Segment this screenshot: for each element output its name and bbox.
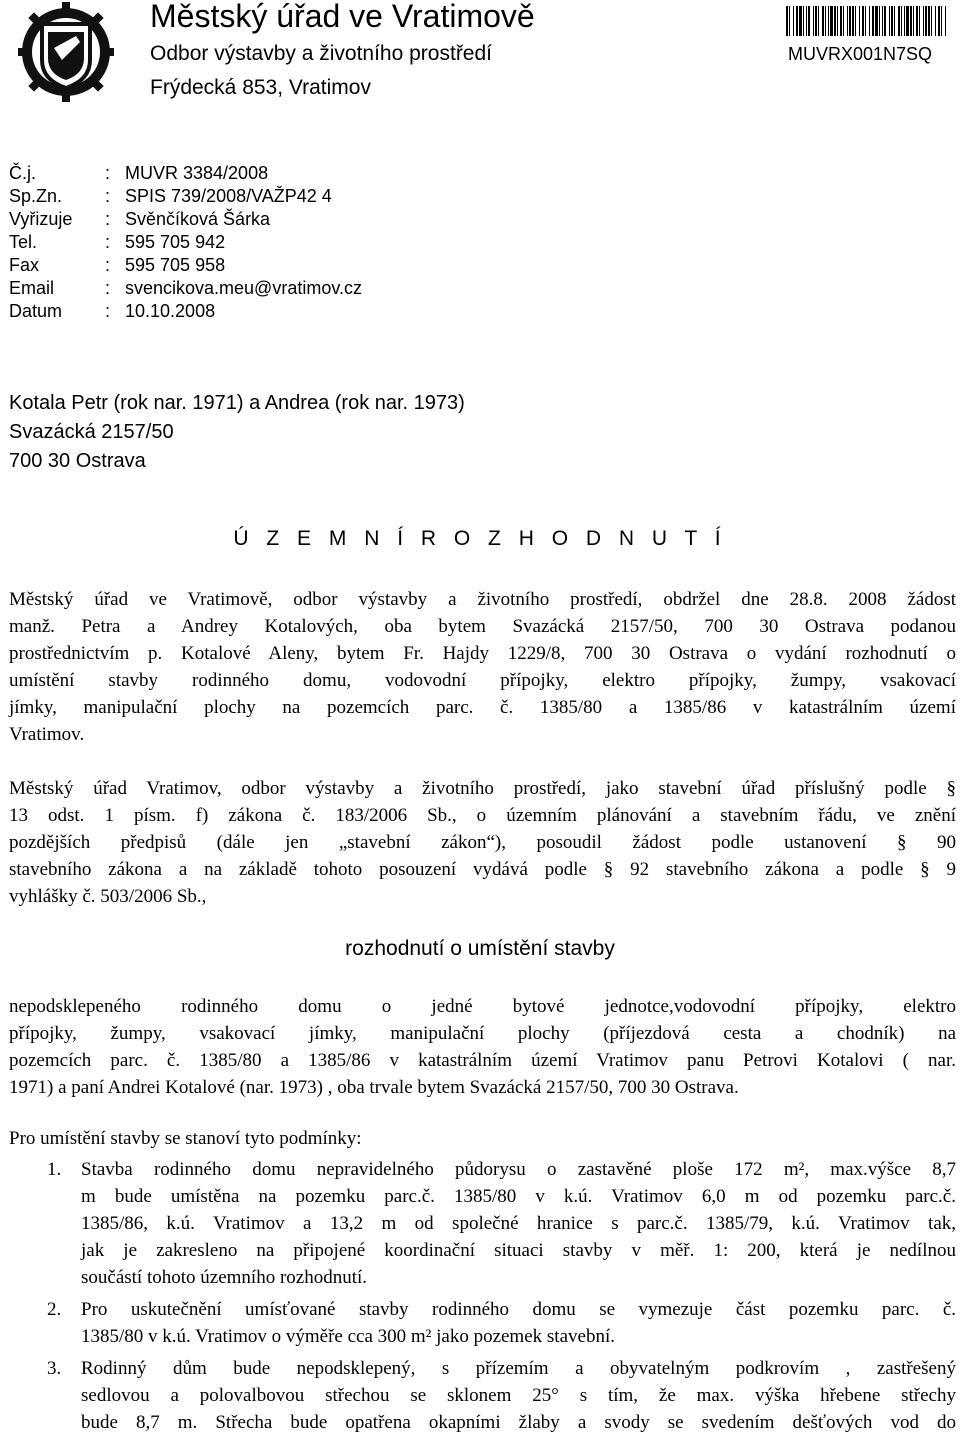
conditions-heading: Pro umístění stavby se stanoví tyto podmínky: (9, 1128, 362, 1149)
list-item (9, 1156, 956, 1291)
barcode-bar (869, 6, 870, 36)
barcode-bar (894, 6, 895, 36)
ref-separator: : (105, 209, 111, 229)
barcode-bar (793, 6, 794, 36)
paragraph-line: umístění stavby rodinného domu, vodovodní přípojky, elektro přípojky, žumpy, vsakovací (9, 670, 956, 691)
ref-value: 10.10.2008 (125, 301, 216, 321)
ref-separator: : (105, 163, 111, 183)
barcode-bar (828, 6, 829, 36)
ref-label: Č.j. (9, 163, 36, 183)
ref-row-vyrizuje (9, 208, 362, 231)
paragraph-line: 1971) a paní Andrei Kotalové (nar. 1973) , oba trvale bytem Svazácká 2157/50, 700 30 Ostrava. (9, 1077, 739, 1098)
paragraph-line: jak je zakresleno na připojené koordinační situaci stavby v měř. 1: 200, která je nedílnou (81, 1240, 956, 1261)
barcode-bar (852, 6, 854, 36)
ref-separator: : (105, 301, 111, 321)
ref-row-spzn (9, 185, 362, 208)
barcode-bar (843, 6, 844, 36)
barcode-bar (786, 6, 788, 36)
ref-separator: : (105, 278, 111, 298)
list-item-number: 3. (47, 1358, 62, 1379)
paragraph-line: Stavba rodinného domu nepravidelného půdorysu o zastavěné ploše 172 m², max.výšce 8,7 (81, 1159, 956, 1180)
barcode-bar (815, 6, 817, 36)
addressee-block (9, 389, 465, 476)
authority-paragraph (9, 775, 956, 910)
list-item-number: 1. (47, 1159, 62, 1180)
barcode-bar (806, 6, 807, 36)
ref-row-email (9, 277, 362, 300)
paragraph-line: prostřednictvím p. Kotalové Aleny, bytem Fr. Hajdy 1229/8, 700 30 Ostrava o vydání rozhodnutí o (9, 643, 956, 664)
document-id: MUVRX001N7SQ (788, 44, 933, 64)
barcode-bar (813, 6, 814, 36)
ref-value: MUVR 3384/2008 (125, 163, 269, 183)
paragraph-line: součástí tohoto územního rozhodnutí. (81, 1267, 368, 1288)
barcode-bar (855, 6, 856, 36)
barcode-icon (786, 6, 946, 36)
barcode-bar (884, 6, 886, 36)
office-address: Frýdecká 853, Vratimov (150, 76, 371, 99)
list-item (9, 1355, 956, 1436)
barcode-bar (799, 6, 802, 36)
barcode-bar (910, 6, 912, 36)
barcode-bar (904, 6, 905, 36)
paragraph-line: jímky, manipulační plochy na pozemcích parc. č. 1385/80 a 1385/86 v katastrálním území (9, 697, 956, 718)
conditions-list (9, 1156, 956, 1441)
addressee-city: 700 30 Ostrava (9, 450, 146, 472)
barcode-bar (919, 6, 920, 36)
barcode-bar (872, 6, 874, 36)
paragraph-line: manž. Petra a Andrey Kotalových, oba bytem Svazácká 2157/50, 700 30 Ostrava podanou (9, 616, 956, 637)
barcode-bar (889, 6, 890, 36)
barcode-bar (875, 6, 878, 36)
paragraph-line: pozemcích parc. č. 1385/80 a 1385/86 v katastrálním území Vratimov panu Petrovi Kotalovi ( nar. (9, 1050, 956, 1071)
ref-separator: : (105, 186, 111, 206)
paragraph-line: sedlovou a polovalbovou střechou se sklonem 25° s tím, že max. výška hřebene střechy (81, 1385, 956, 1406)
barcode-bar (879, 6, 880, 36)
ref-separator: : (105, 255, 111, 275)
paragraph-line: nepodsklepeného rodinného domu o jedné bytové jednotce,vodovodní přípojky, elektro (9, 996, 956, 1017)
paragraph-line: bude 8,7 m. Střecha bude opatřena okapními žlaby a svody se svedením dešťových vod do (81, 1412, 956, 1433)
ref-value: 595 705 958 (125, 255, 226, 275)
ref-label: Tel. (9, 232, 38, 252)
barcode-bar (945, 6, 946, 36)
intro-paragraph (9, 586, 956, 748)
barcode-bar (789, 6, 790, 36)
decision-title: rozhodnutí o umístění stavby (345, 937, 615, 960)
barcode-bar (901, 6, 902, 36)
barcode-bar (837, 6, 838, 36)
barcode-bar (803, 6, 804, 36)
barcode-bar (925, 6, 927, 36)
paragraph-line: 1385/80 v k.ú. Vratimov o výměře cca 300 m² jako pozemek stavební. (81, 1326, 615, 1347)
municipal-gear-crest-icon (18, 2, 114, 102)
paragraph-line: Vratimov. (9, 724, 85, 745)
ref-label: Vyřizuje (9, 209, 73, 229)
reference-block (9, 162, 362, 323)
barcode-bar (796, 6, 798, 36)
paragraph-line: vyhlášky č. 503/2006 Sb., (9, 886, 207, 907)
barcode-bar (923, 6, 924, 36)
paragraph-line: Městský úřad ve Vratimově, odbor výstavby a životního prostředí, obdržel dne 28.8. 2008 žádost (9, 589, 956, 610)
barcode-bar (898, 6, 900, 36)
ref-value: svencikova.meu@vratimov.cz (125, 278, 363, 298)
ref-label: Fax (9, 255, 40, 275)
ref-row-fax (9, 254, 362, 277)
paragraph-line: Městský úřad Vratimov, odbor výstavby a životního prostředí, jako stavební úřad příslušný podle § (9, 778, 956, 799)
paragraph-line: stavebního zákona a na základě tohoto posouzení vydává podle § 92 stavebního zákona a podle § 9 (9, 859, 956, 880)
addressee-street: Svazácká 2157/50 (9, 421, 174, 443)
barcode-bar (913, 6, 914, 36)
barcode-bar (808, 6, 810, 36)
barcode-bar (891, 6, 893, 36)
document-title: Ú Z E M N Í R O Z H O D N U T Í (233, 527, 727, 550)
ref-label: Sp.Zn. (9, 186, 63, 206)
barcode-bar (941, 6, 942, 36)
paragraph-line: pozdějších předpisů (dále jen „stavební zákon“), posoudil žádost podle ustanovení § 90 (9, 832, 956, 853)
barcode-bar (882, 6, 883, 36)
paragraph-line: m bude umístěna na pozemku parc.č. 1385/80 v k.ú. Vratimov 6,0 m od pozemku parc.č. (81, 1186, 956, 1207)
barcode-bar (847, 6, 848, 36)
decision-paragraph (9, 993, 956, 1101)
addressee-name: Kotala Petr (rok nar. 1971) a Andrea (rok nar. 1973) (9, 392, 465, 414)
ref-label: Datum (9, 301, 63, 321)
ref-label: Email (9, 278, 55, 298)
barcode-bar (865, 6, 866, 36)
ref-row-tel (9, 231, 362, 254)
barcode-bar (818, 6, 819, 36)
barcode-bar (862, 6, 864, 36)
barcode-bar (928, 6, 930, 36)
barcode-bar (825, 6, 826, 36)
paragraph-line: Rodinný dům bude nepodsklepený, s přízemím a obyvatelným podkrovím , zastřešený (81, 1358, 956, 1379)
ref-row-cj (9, 162, 362, 185)
barcode-bar (830, 6, 833, 36)
barcode-bar (931, 6, 932, 36)
paragraph-line: přípojky, žumpy, vsakovací jímky, manipulační plochy (příjezdová cesta a chodník) na (9, 1023, 956, 1044)
department-name: Odbor výstavby a životního prostředí (150, 42, 492, 65)
ref-value: Svěnčíková Šárka (125, 209, 271, 229)
ref-separator: : (105, 232, 111, 252)
office-name: Městský úřad ve Vratimově (150, 0, 535, 34)
barcode-bar (834, 6, 836, 36)
ref-value: 595 705 942 (125, 232, 226, 252)
barcode-bar (938, 6, 940, 36)
list-item-number: 2. (47, 1299, 62, 1320)
ref-row-datum (9, 300, 362, 323)
list-item (9, 1296, 956, 1350)
barcode-bar (916, 6, 918, 36)
paragraph-line: 13 odst. 1 písm. f) zákona č. 183/2006 Sb., o územním plánování a stavebním řádu, ve znění (9, 805, 956, 826)
barcode-bar (859, 6, 860, 36)
barcode-bar (840, 6, 842, 36)
ref-value: SPIS 739/2008/VAŽP42 4 (125, 186, 332, 206)
barcode-bar (906, 6, 909, 36)
barcode-bar (849, 6, 851, 36)
barcode-bar (935, 6, 936, 36)
barcode-bar (822, 6, 824, 36)
paragraph-line: 1385/86, k.ú. Vratimov a 13,2 m od společné hranice s parc.č. 1385/79, k.ú. Vratimov tak, (81, 1213, 956, 1234)
paragraph-line: Pro uskutečnění umísťované stavby rodinného domu se vymezuje část pozemku parc. č. (81, 1299, 956, 1320)
